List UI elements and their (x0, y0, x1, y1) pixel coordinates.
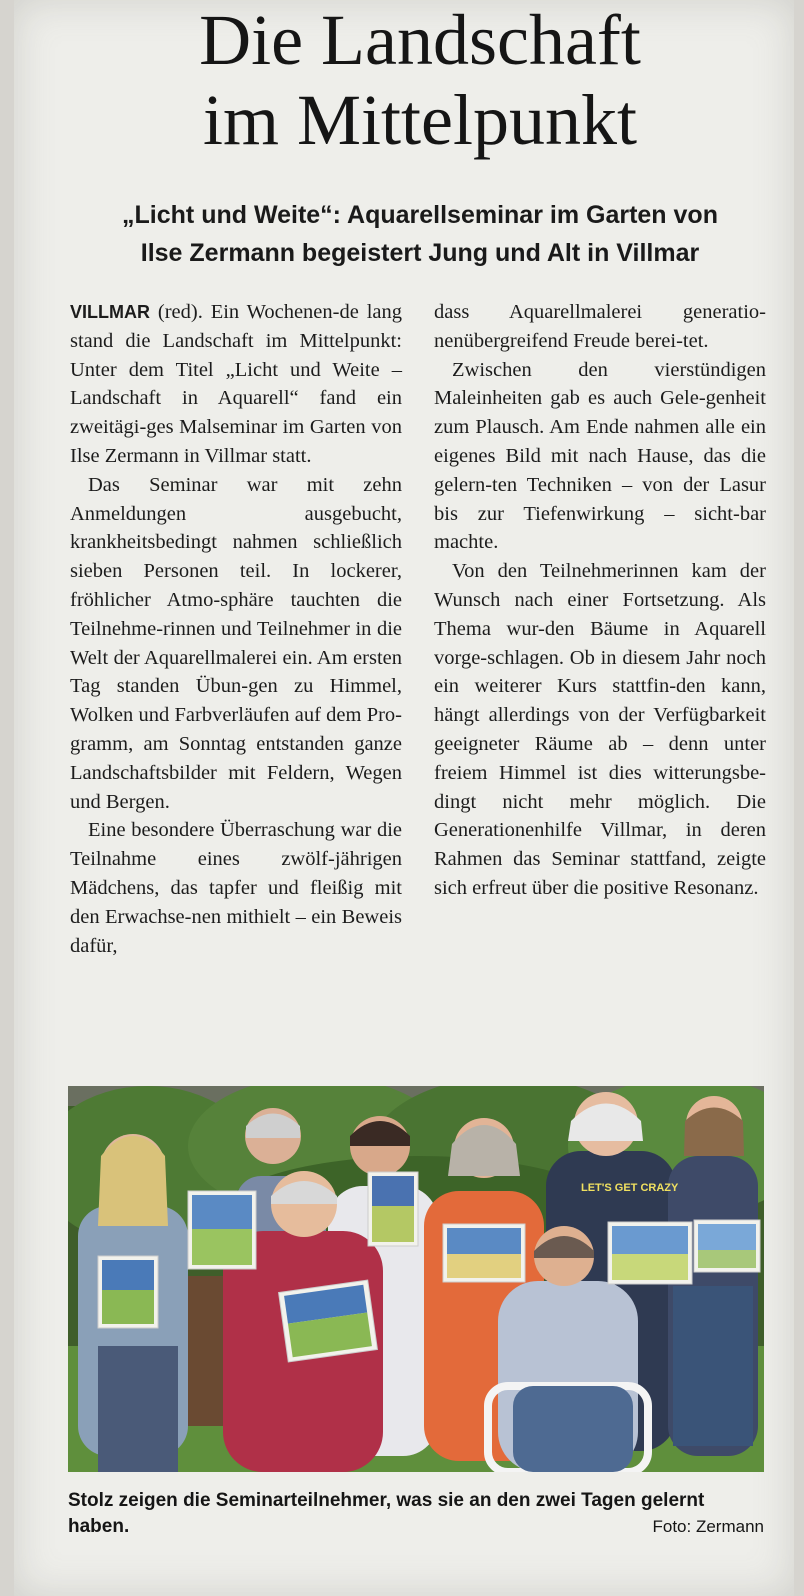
paragraph-6: Von den Teilnehmerinnen kam der Wunsch nach einer Fortsetzung. Als Thema wur-den Bäume in Aquarell vorge-schlagen. Ob in diesem Jahr noch ein weiterer Kurs stattfin-den kann, hängt allerdings von der Verfügbarkeit geeigneter Räume ab – denn unter freiem Himmel ist dies witterungsbe-dingt nicht mehr möglich. Die Generationenhilfe Villmar, in deren Rahmen das Seminar stattfand, zeigte sich erfreut über die positive Resonanz. (434, 560, 766, 899)
paragraph-4: dass Aquarellmalerei generatio-nenübergreifend Freude berei-tet. (434, 301, 766, 352)
photo-caption (68, 1488, 764, 1540)
paragraph-1-text: (red). Ein Wochenen-de lang stand die Landschaft im Mittelpunkt: Unter dem Titel „Licht und Weite – Landschaft in Aquarell“ fand ein zweitägi-ges Malseminar im Garten von Ilse Zermann in Villmar statt. (70, 301, 402, 467)
article-column-right (434, 298, 766, 903)
paragraph-2: Das Seminar war mit zehn Anmeldungen ausgebucht, krankheitsbedingt nahmen schließlich sieben Personen teil. In lockerer, fröhlicher Atmo-sphäre tauchten die Teilnehme-rinnen und Teilnehmer in die Welt der Aquarellmalerei ein. Am ersten Tag standen Übun-gen zu Himmel, Wolken und Farbverläufen auf dem Pro-gramm, am Sonntag entstanden ganze Landschaftsbilder mit Feldern, Wegen und Bergen. (70, 473, 402, 813)
paragraph-1 (70, 298, 402, 471)
group-photo-illustration (68, 1086, 764, 1472)
headline-line-1: Die Landschaft (199, 0, 641, 80)
photo-credit: Foto: Zermann (652, 1517, 764, 1536)
headline-line-2: im Mittelpunkt (202, 80, 637, 160)
article-headline (60, 0, 780, 160)
paragraph-3: Eine besondere Überraschung war die Teilnahme eines zwölf-jährigen Mädchens, das tapfer und fleißig mit den Erwachse-nen mithielt – ein Beweis dafür, (70, 819, 402, 957)
article-photo (68, 1086, 764, 1472)
shirt-print: LET'S GET CRAZY (581, 1182, 679, 1194)
caption-text: Stolz zeigen die Seminarteilnehmer, was sie an den zwei Tagen gelernt haben. (68, 1490, 705, 1537)
dateline: VILLMAR (70, 302, 150, 322)
subhead-line-1: „Licht und Weite“: Aquarellseminar im Garten von (122, 201, 718, 229)
article-column-left (70, 298, 402, 960)
article-subhead (70, 196, 770, 272)
paragraph-5: Zwischen den vierstündigen Maleinheiten gab es auch Gele-genheit zum Plausch. Am Ende nahmen alle ein eigenes Bild mit nach Hause, das die gelern-ten Techniken – von der Lasur bis zur Tiefenwirkung – sicht-bar machte. (434, 358, 766, 554)
subhead-line-2: Ilse Zermann begeistert Jung und Alt in Villmar (140, 239, 700, 267)
